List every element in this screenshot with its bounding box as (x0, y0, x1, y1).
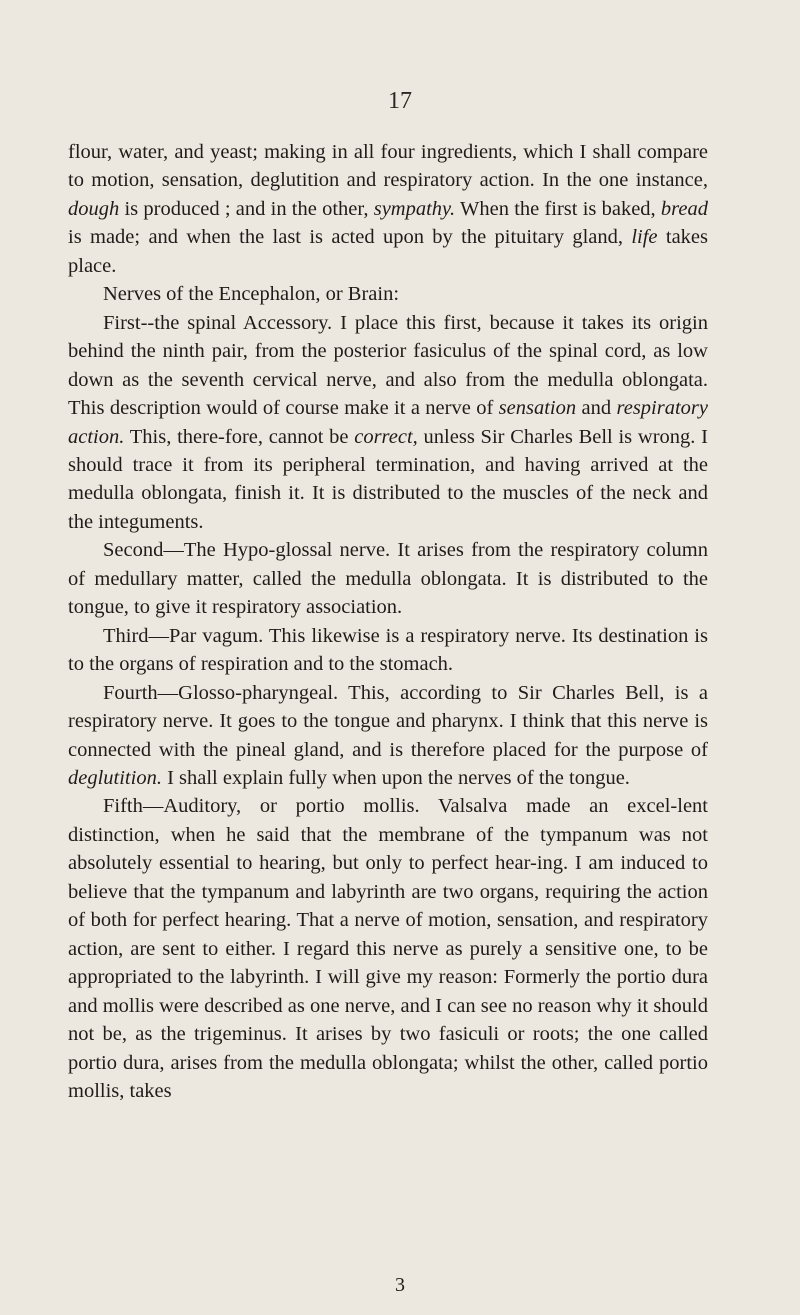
text-segment-italic: bread (660, 197, 708, 220)
body-text (68, 138, 708, 1105)
text-segment: I shall explain fully when upon the nerves of the tongue. (161, 766, 630, 789)
text-segment: is produced ; and in the other, (119, 197, 374, 220)
text-segment-italic: dough (68, 197, 120, 220)
text-segment: Nerves of the Encephalon, or Brain: (103, 283, 400, 306)
text-segment-italic: life (631, 226, 658, 249)
text-segment: Fourth—Glosso-pharyngeal. This, according to Sir Charles Bell, is a respiratory nerve. It goes to the tongue and pharynx. I think that this nerve is connected with the pineal gland, and is therefore placed for the purpose of (68, 681, 708, 761)
text-segment-italic: correct, (354, 425, 418, 448)
paragraph-1 (68, 138, 708, 280)
text-segment-italic: sympathy. (373, 197, 456, 220)
text-segment-italic: respiratory action. (68, 397, 708, 448)
text-segment: is made; and when the last is acted upon by the pituitary gland, (68, 226, 632, 249)
paragraph-6 (68, 679, 708, 793)
text-segment: Second—The Hypo-glossal nerve. It arises from the respiratory column of medullary matter, called the medulla oblongata. It is distributed to the tongue, to give it respiratory association. (68, 539, 708, 619)
text-segment: Fifth—Auditory, or portio mollis. Valsalva made an excel-lent distinction, when he said that the membrane of the tympanum was not absolutely essential to hearing, but only to perfect hear-ing. I am induced to believe that the tympanum and labyrinth are two organs, requiring the action of both for perfect hearing. That a nerve of motion, sensation, and respiratory action, are sent to either. I regard this nerve as purely a sensitive one, to be appropriated to the labyrinth. I will give my reason: Formerly the portio dura and mollis were described as one nerve, and I can see no reason why it should not be, as the trigeminus. It arises by two fasiculi or roots; the one called portio dura, arises from the medulla oblongata; whilst the other, called portio mollis, takes (68, 795, 708, 1102)
text-segment: and (576, 397, 617, 420)
text-segment-italic: deglutition. (68, 766, 162, 789)
text-segment: Third—Par vagum. This likewise is a respiratory nerve. Its destination is to the organs of respiration and to the stomach. (68, 624, 708, 676)
paragraph-2 (68, 280, 708, 308)
text-segment: First--the spinal Accessory. I place this first, because it takes its origin behind the ninth pair, from the posterior fasiculus of the spinal cord, as low down as the seventh cervical nerve, and also from the medulla oblongata. This description would of course make it a nerve of (68, 311, 708, 420)
text-segment: unless Sir Charles Bell is wrong. I should trace it from its peripheral termination, and having arrived at the medulla oblongata, finish it. It is distributed to the muscles of the neck and the integuments. (68, 425, 708, 533)
text-segment: This, there-fore, cannot be (124, 425, 355, 448)
paragraph-5 (68, 622, 708, 679)
paragraph-3 (68, 309, 708, 537)
paragraph-7 (68, 792, 708, 1105)
text-segment: takes place. (68, 226, 708, 277)
signature-mark: 3 (395, 1274, 405, 1296)
page-number: 17 (388, 88, 412, 114)
text-segment: When the first is baked, (455, 197, 661, 220)
text-segment: flour, water, and yeast; making in all four ingredients, which I shall compare to motion, sensation, deglutition and respiratory action. In the one instance, (68, 141, 708, 192)
paragraph-4 (68, 536, 708, 621)
text-segment-italic: sensation (498, 397, 577, 420)
